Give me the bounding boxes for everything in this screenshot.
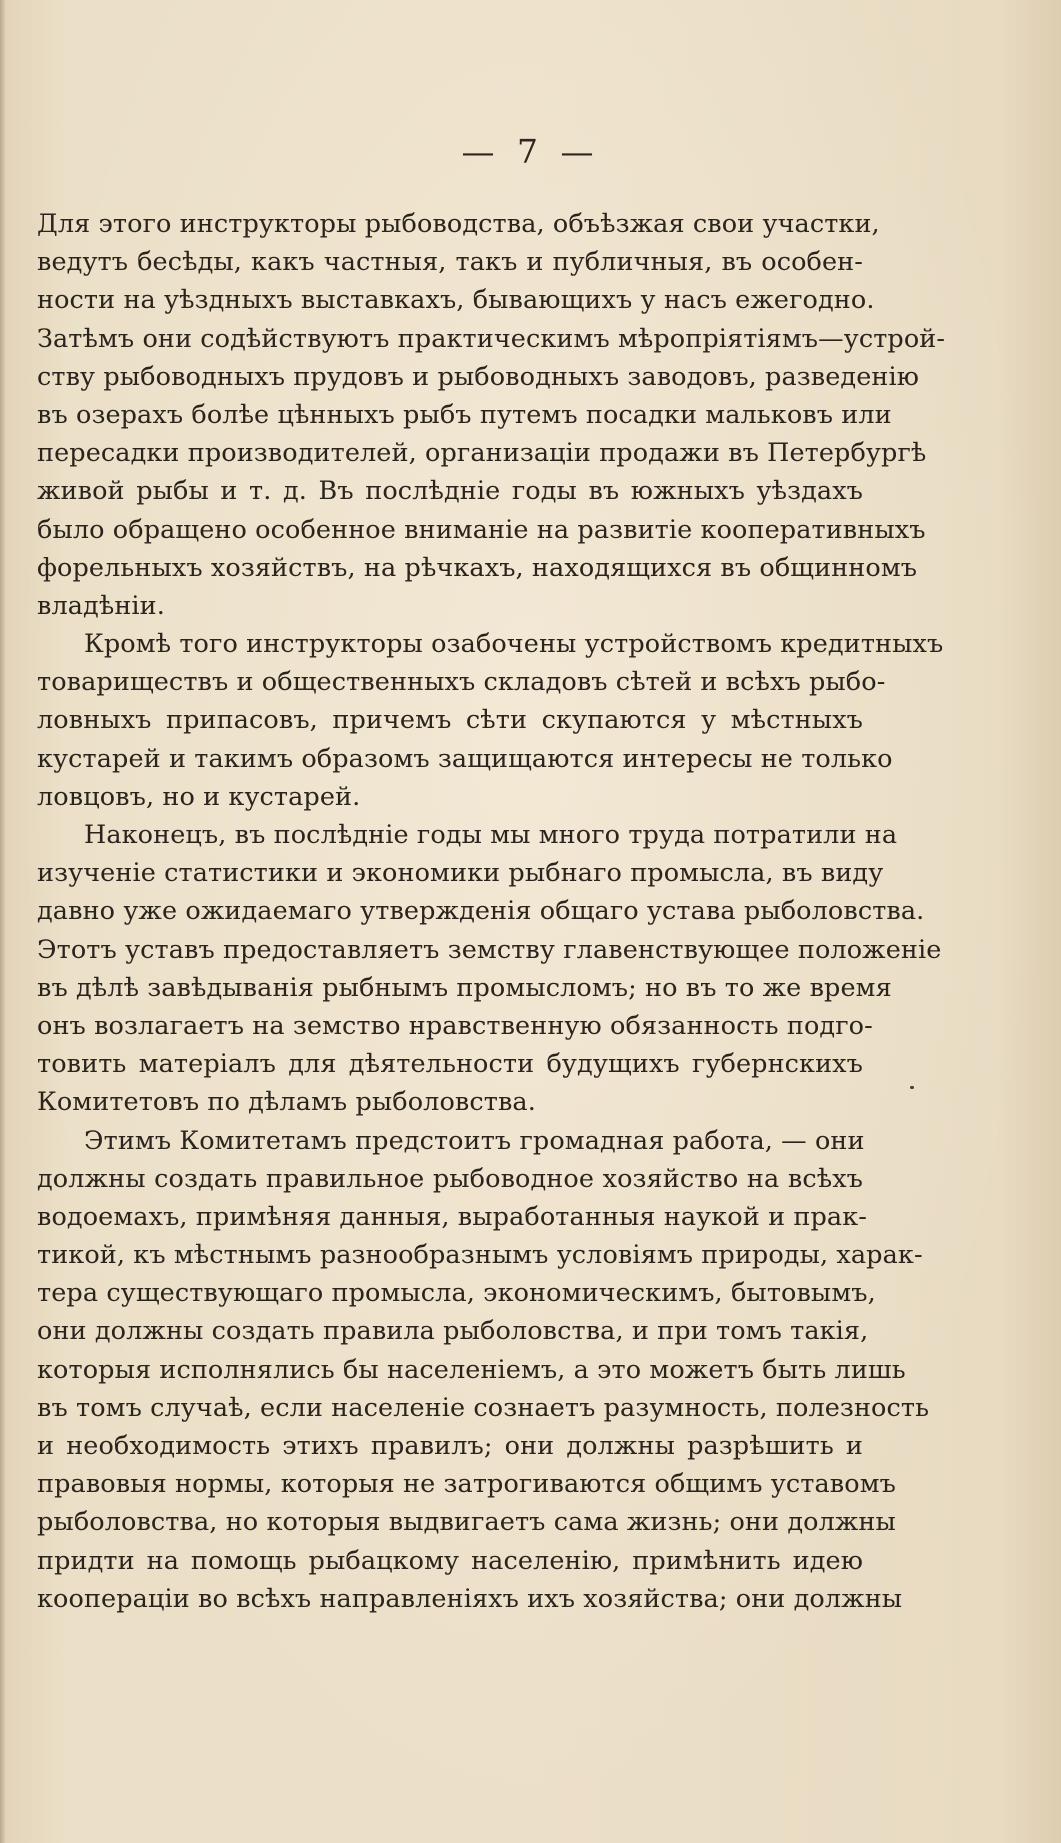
text-line: владѣніи.	[37, 590, 165, 621]
text-line: должны создать правильное рыбоводное хозяйство на всѣхъ	[37, 1163, 863, 1194]
text-line: Комитетовъ по дѣламъ рыболовства.	[37, 1087, 536, 1118]
text-line: и необходимость этихъ правилъ; они должны разрѣшить и	[37, 1431, 863, 1461]
body-text	[37, 205, 946, 1618]
text-line: которыя исполнялись бы населеніемъ, а это можетъ быть лишь	[37, 1354, 906, 1385]
text-line: ловцовъ, но и кустарей.	[37, 781, 361, 812]
paragraph	[37, 205, 946, 625]
text-line: Затѣмъ они содѣйствуютъ практическимъ мѣропріятіямъ—устрой-	[37, 323, 946, 354]
text-line: форельныхъ хозяйствъ, на рѣчкахъ, находящихся въ общинномъ	[37, 552, 918, 583]
text-line: давно уже ожидаемаго утвержденія общаго устава рыболовства.	[37, 896, 925, 927]
paragraph	[37, 816, 942, 1122]
text-line: пересадки производителей, организаціи продажи въ Петербургѣ	[37, 438, 927, 469]
text-line: товариществъ и общественныхъ складовъ сѣтей и всѣхъ рыбо-	[37, 667, 886, 698]
text-line: Этотъ уставъ предоставляетъ земству главенствующее положеніе	[37, 934, 942, 965]
text-line: живой рыбы и т. д. Въ послѣдніе годы въ южныхъ уѣздахъ	[37, 476, 863, 507]
page-number: — 7 —	[461, 132, 600, 171]
text-line: водоемахъ, примѣняя данныя, выработанныя наукой и прак-	[37, 1201, 867, 1232]
text-line: товить матеріалъ для дѣятельности будущихъ губернскихъ	[37, 1049, 863, 1080]
paragraph	[37, 625, 944, 816]
page-binding-edge	[0, 0, 6, 1843]
text-line: онъ возлагаетъ на земство нравственную обязанность подго-	[37, 1010, 873, 1041]
ink-speck	[910, 1086, 914, 1089]
text-line: Кромѣ того инструкторы озабочены устройствомъ кредитныхъ	[84, 629, 944, 660]
text-line: правовыя нормы, которыя не затрогиваются общимъ уставомъ	[37, 1469, 896, 1500]
text-line: изученіе статистики и экономики рыбнаго промысла, въ виду	[37, 858, 884, 889]
text-line: въ томъ случаѣ, если населеніе сознаетъ разумность, полезность	[37, 1392, 930, 1423]
text-line: было обращено особенное вниманіе на развитіе кооперативныхъ	[37, 514, 926, 545]
text-line: тера существующаго промысла, экономическимъ, бытовымъ,	[37, 1278, 876, 1309]
text-line: ности на уѣздныхъ выставкахъ, бывающихъ у насъ ежегодно.	[37, 285, 875, 316]
text-line: Этимъ Комитетамъ предстоитъ громадная работа, — они	[84, 1125, 865, 1156]
text-line: они должны создать правила рыболовства, и при томъ такія,	[37, 1316, 869, 1347]
text-line: кустарей и такимъ образомъ защищаются интересы не только	[37, 743, 893, 774]
text-line: ловныхъ припасовъ, причемъ сѣти скупаются у мѣстныхъ	[37, 705, 863, 736]
text-line: Для этого инструкторы рыбоводства, объѣзжая свои участки,	[37, 209, 880, 239]
text-line: ству рыбоводныхъ прудовъ и рыбоводныхъ заводовъ, разведенію	[37, 361, 920, 392]
text-line: въ дѣлѣ завѣдыванія рыбнымъ промысломъ; но въ то же время	[37, 972, 892, 1003]
text-line: тикой, къ мѣстнымъ разнообразнымъ условіямъ природы, харак-	[37, 1240, 923, 1271]
text-line: Наконецъ, въ послѣдніе годы мы много труда потратили на	[84, 820, 898, 850]
text-line: коопераціи во всѣхъ направленіяхъ ихъ хозяйства; они должны	[37, 1583, 903, 1614]
text-line: рыболовства, но которыя выдвигаетъ сама жизнь; они должны	[37, 1507, 896, 1538]
text-line: придти на помощь рыбацкому населенію, примѣнить идею	[37, 1545, 863, 1576]
paragraph	[37, 1122, 930, 1618]
text-line: ведутъ бесѣды, какъ частныя, такъ и публичныя, въ особен-	[37, 247, 863, 278]
text-line: въ озерахъ болѣе цѣнныхъ рыбъ путемъ посадки мальковъ или	[37, 399, 892, 430]
